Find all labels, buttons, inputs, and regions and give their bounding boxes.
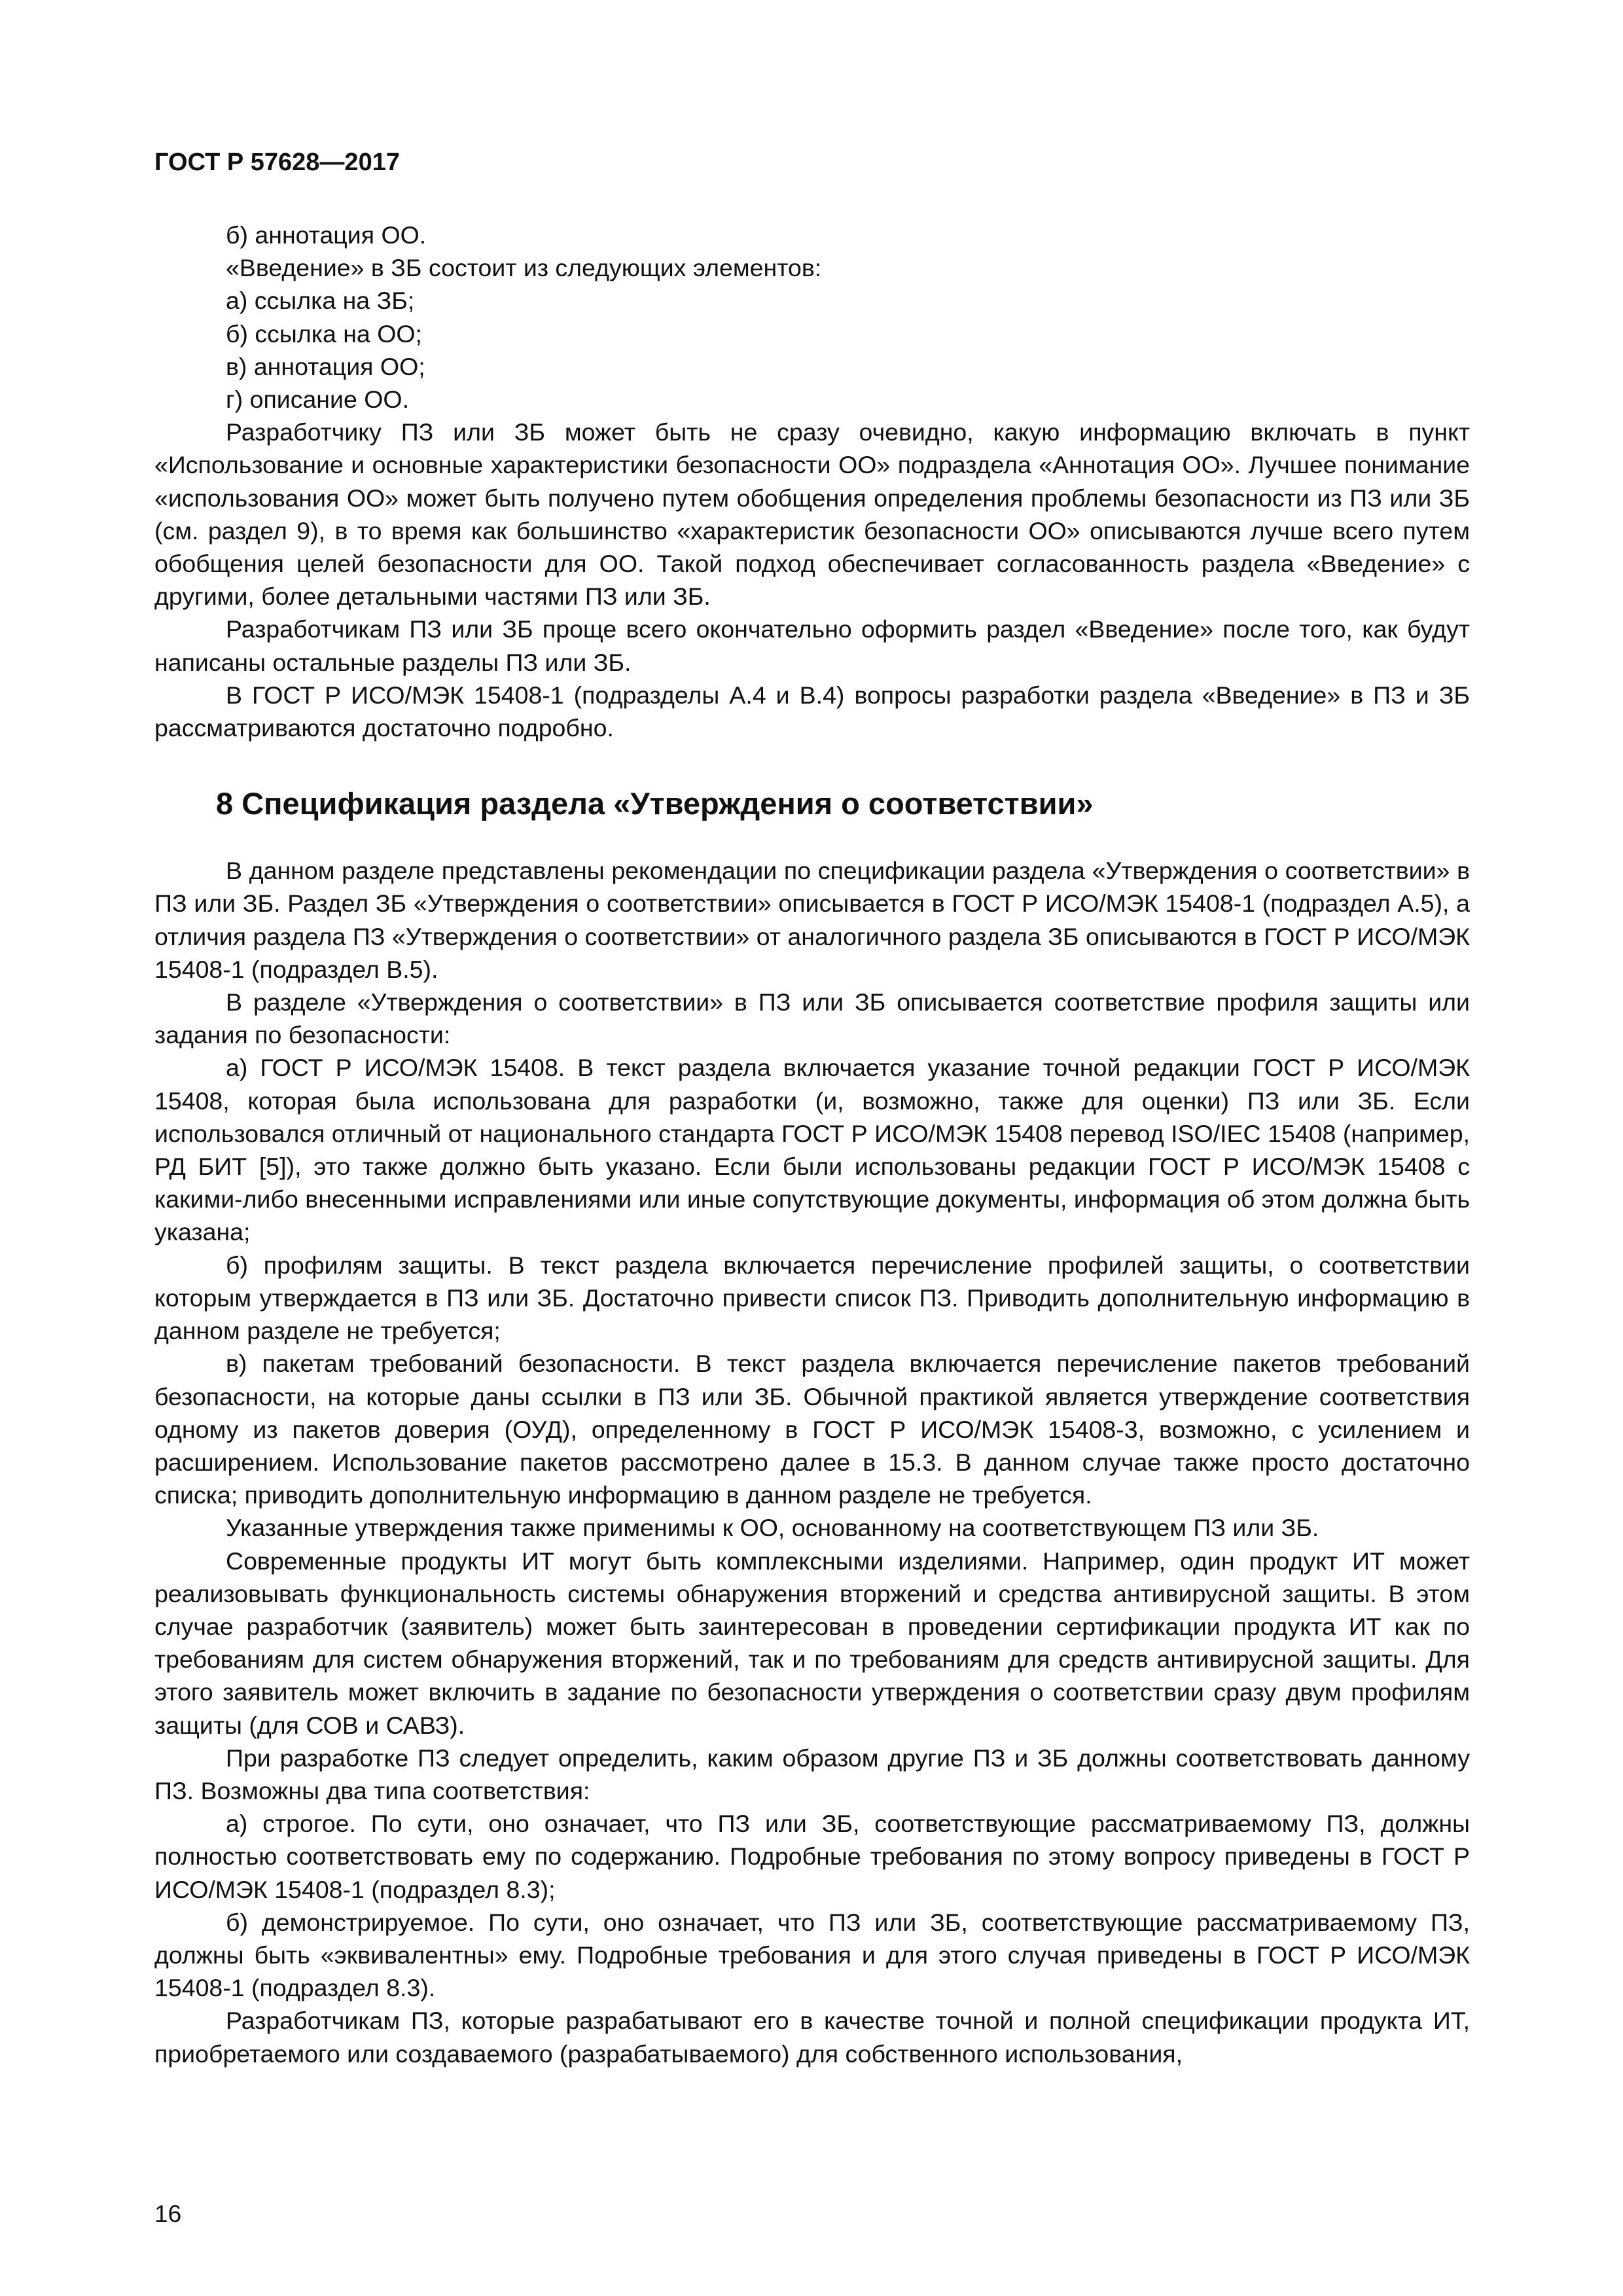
paragraph: б) демонстрируемое. По сути, оно означает, что ПЗ или ЗБ, соответствующие рассматриваемому ПЗ, должны быть «эквивалентны» ему. Подробные требования и для этого случая приведены в ГОСТ Р ИСО/МЭК 15408-1 (подраздел 8.3). (154, 1908, 1470, 2002)
paragraph: г) описание ОО. (226, 386, 409, 414)
paragraph: Современные продукты ИТ могут быть комплексными изделиями. Например, один продукт ИТ может реализовывать функциональность системы обнаружения вторжений и средства антивирусной защиты. В этом случае разработчик (заявитель) может быть заинтересован в проведении сертификации продукта ИТ как по требованиям для систем обнаружения вторжений, так и по требованиям для средств антивирусной защиты. Для этого заявитель может включить в задание по безопасности утверждения о соответствии сразу двум профилям защиты (для СОВ и САВЗ). (154, 1547, 1470, 1739)
paragraph: Указанные утверждения также применимы к ОО, основанному на соответствующем ПЗ или ЗБ. (226, 1514, 1319, 1542)
paragraph: При разработке ПЗ следует определить, каким образом другие ПЗ и ЗБ должны соответствовать данному ПЗ. Возможны два типа соответствия: (154, 1744, 1470, 1804)
paragraph: В ГОСТ Р ИСО/МЭК 15408-1 (подразделы А.4 и В.4) вопросы разработки раздела «Введение» в ПЗ и ЗБ рассматриваются достаточно подробно. (154, 681, 1470, 742)
paragraph: в) пакетам требований безопасности. В текст раздела включается перечисление пакетов требований безопасности, на которые даны ссылки в ПЗ или ЗБ. Обычной практикой является утверждение соответствия одному из пакетов доверия (ОУД), определенному в ГОСТ Р ИСО/МЭК 15408-3, возможно, с усилением и расширением. Использование пакетов рассмотрено далее в 15.3. В данном случае также просто достаточно списка; приводить дополнительную информацию в данном разделе не требуется. (154, 1350, 1470, 1509)
section-heading: 8 Спецификация раздела «Утверждения о соответствии» (216, 786, 1094, 821)
paragraph: б) ссылка на ОО; (226, 319, 422, 348)
paragraph: Разработчикам ПЗ, которые разрабатывают его в качестве точной и полной спецификации продукта ИТ, приобретаемого или создаваемого (разрабатываемого) для собственного использования, (154, 2007, 1470, 2068)
document-header: ГОСТ Р 57628—2017 (154, 149, 400, 176)
paragraph: б) аннотация ОО. (226, 221, 427, 249)
paragraph: а) строгое. По сути, оно означает, что ПЗ или ЗБ, соответствующие рассматриваемому ПЗ, должны полностью соответствовать ему по содержанию. Подробные требования по этому вопросу приведены в ГОСТ Р ИСО/МЭК 15408-1 (подраздел 8.3); (154, 1810, 1470, 1903)
paragraph: Разработчикам ПЗ или ЗБ проще всего окончательно оформить раздел «Введение» после того, как будут написаны остальные разделы ПЗ или ЗБ. (154, 615, 1470, 676)
paragraph: В данном разделе представлены рекомендации по спецификации раздела «Утверждения о соответствии» в ПЗ или ЗБ. Раздел ЗБ «Утверждения о соответствии» описывается в ГОСТ Р ИСО/МЭК 15408-1 (подраздел А.5), а отличия раздела ПЗ «Утверждения о соответствии» от аналогичного раздела ЗБ описываются в ГОСТ Р ИСО/МЭК 15408-1 (подраздел В.5). (154, 857, 1470, 983)
paragraph: а) ГОСТ Р ИСО/МЭК 15408. В текст раздела включается указание точной редакции ГОСТ Р ИСО/МЭК 15408, которая была использована для разработки (и, возможно, также для оценки) ПЗ или ЗБ. Если использовался отличный от национального стандарта ГОСТ Р ИСО/МЭК 15408 перевод ISO/IEC 15408 (например, РД БИТ [5]), это также должно быть указано. Если были использованы редакции ГОСТ Р ИСО/МЭК 15408 с какими-либо внесенными исправлениями или иные сопутствующие документы, информация об этом должна быть указана; (154, 1054, 1470, 1246)
page-number: 16 (154, 2200, 182, 2227)
paragraph: «Введение» в ЗБ состоит из следующих элементов: (226, 254, 822, 282)
paragraph: а) ссылка на ЗБ; (226, 287, 415, 315)
document-body (154, 219, 1470, 2070)
paragraph: б) профилям защиты. В текст раздела включается перечисление профилей защиты, о соответствии которым утверждается в ПЗ или ЗБ. Достаточно привести список ПЗ. Приводить дополнительную информацию в данном разделе не требуется; (154, 1251, 1470, 1345)
paragraph: в) аннотация ОО; (226, 352, 425, 380)
paragraph: Разработчику ПЗ или ЗБ может быть не сразу очевидно, какую информацию включать в пункт «Использование и основные характеристики безопасности ОО» подраздела «Аннотация ОО». Лучшее понимание «использования ОО» может быть получено путем обобщения определения проблемы безопасности из ПЗ или ЗБ (см. раздел 9), в то время как большинство «характеристик безопасности ОО» описываются лучше всего путем обобщения целей безопасности для ОО. Такой подход обеспечивает согласованность раздела «Введение» с другими, более детальными частями ПЗ или ЗБ. (154, 418, 1470, 611)
paragraph: В разделе «Утверждения о соответствии» в ПЗ или ЗБ описывается соответствие профиля защиты или задания по безопасности: (154, 988, 1470, 1049)
